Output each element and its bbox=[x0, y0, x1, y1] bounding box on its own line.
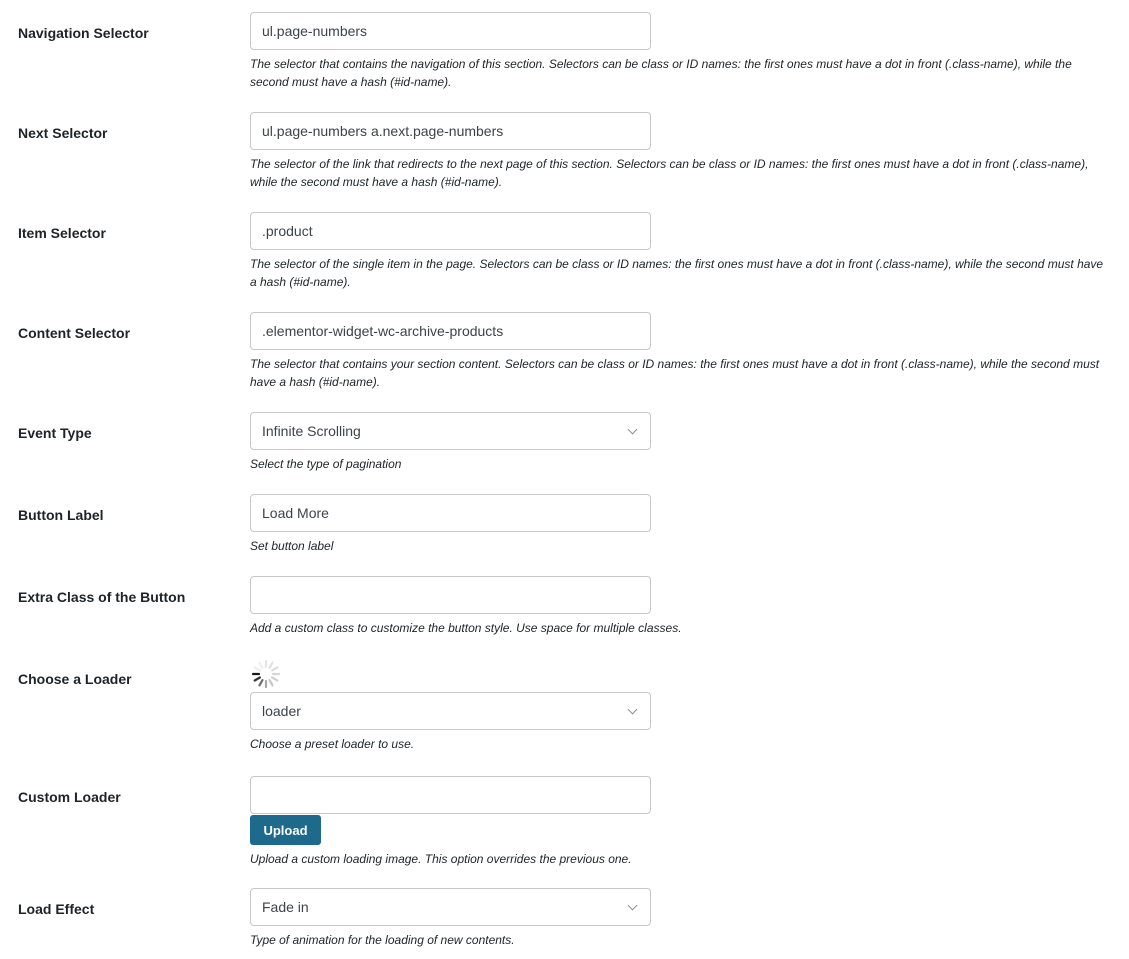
choose-loader-field bbox=[250, 658, 1110, 753]
extra-class-label: Extra Class of the Button bbox=[18, 589, 186, 605]
next-selector-description: The selector of the link that redirects to the next page of this section. Selectors can be class or ID names: the first ones must have a dot in front (.class-name), while the second must have a hash (#id-name). bbox=[250, 157, 1089, 189]
load-effect-select[interactable] bbox=[250, 888, 651, 926]
custom-loader-field bbox=[250, 776, 1110, 868]
load-effect-description: Type of animation for the loading of new contents. bbox=[250, 933, 515, 947]
next-selector-input[interactable] bbox=[250, 112, 651, 150]
navigation-selector-field bbox=[250, 12, 1110, 91]
button-label-label: Button Label bbox=[18, 507, 104, 523]
event-type-select[interactable] bbox=[250, 412, 651, 450]
content-selector-field bbox=[250, 312, 1110, 391]
next-selector-label: Next Selector bbox=[18, 125, 108, 141]
spinner-icon bbox=[250, 658, 282, 690]
chevron-down-icon bbox=[628, 425, 638, 435]
load-effect-label: Load Effect bbox=[18, 901, 95, 917]
item-selector-input[interactable] bbox=[250, 212, 651, 250]
item-selector-field bbox=[250, 212, 1110, 291]
loader-selected-value: loader bbox=[262, 703, 301, 719]
extra-class-field bbox=[250, 576, 1110, 637]
next-selector-field bbox=[250, 112, 1110, 191]
navigation-selector-label: Navigation Selector bbox=[18, 25, 149, 41]
button-label-input[interactable] bbox=[250, 494, 651, 532]
content-selector-input[interactable] bbox=[250, 312, 651, 350]
content-selector-description: The selector that contains your section content. Selectors can be class or ID names: the first ones must have a dot in front (.class-name), while the second must have a hash (#id-name). bbox=[250, 357, 1100, 389]
item-selector-label: Item Selector bbox=[18, 225, 106, 241]
button-label-description: Set button label bbox=[250, 539, 334, 553]
event-type-description: Select the type of pagination bbox=[250, 457, 402, 471]
navigation-selector-input[interactable] bbox=[250, 12, 651, 50]
navigation-selector-description: The selector that contains the navigation of this section. Selectors can be class or ID names: the first ones must have a dot in front (.class-name), while the second must have a hash (#id-name). bbox=[250, 57, 1072, 89]
item-selector-description: The selector of the single item in the page. Selectors can be class or ID names: the first ones must have a dot in front (.class-name), while the second must have a hash (#id-name). bbox=[250, 257, 1104, 289]
custom-loader-label: Custom Loader bbox=[18, 789, 121, 805]
button-label-field bbox=[250, 494, 1110, 555]
event-type-selected-value: Infinite Scrolling bbox=[262, 423, 361, 439]
load-effect-selected-value: Fade in bbox=[262, 899, 309, 915]
choose-loader-label: Choose a Loader bbox=[18, 671, 132, 687]
custom-loader-input[interactable] bbox=[250, 776, 651, 814]
chevron-down-icon bbox=[628, 705, 638, 715]
loader-select[interactable] bbox=[250, 692, 651, 730]
event-type-label: Event Type bbox=[18, 425, 92, 441]
content-selector-label: Content Selector bbox=[18, 325, 131, 341]
choose-loader-description: Choose a preset loader to use. bbox=[250, 737, 415, 751]
chevron-down-icon bbox=[628, 901, 638, 911]
extra-class-description: Add a custom class to customize the button style. Use space for multiple classes. bbox=[250, 621, 682, 635]
load-effect-field bbox=[250, 888, 1110, 949]
event-type-field bbox=[250, 412, 1110, 473]
upload-button[interactable]: Upload bbox=[250, 815, 321, 845]
extra-class-input[interactable] bbox=[250, 576, 651, 614]
custom-loader-description: Upload a custom loading image. This option overrides the previous one. bbox=[250, 852, 632, 866]
